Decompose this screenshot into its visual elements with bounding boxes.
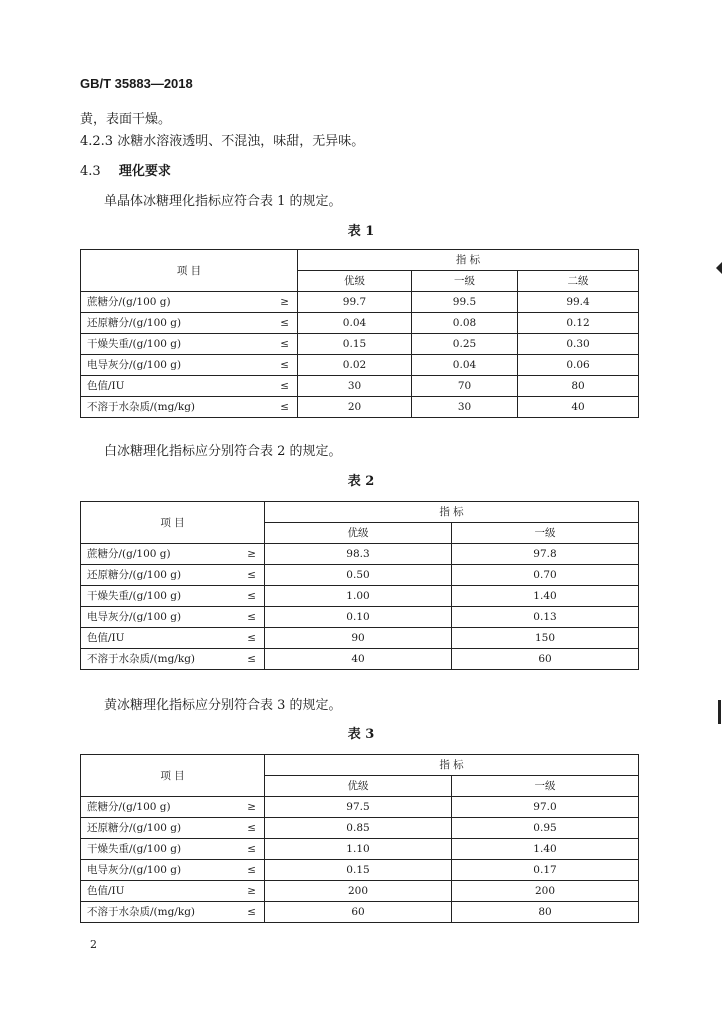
table-cell: 99.7 [298, 292, 412, 313]
table-cell: 99.5 [412, 292, 518, 313]
comparison-symbol: ≤ [280, 359, 289, 371]
table2-caption: 表 2 [347, 474, 375, 489]
table3-grade: 一级 [452, 776, 639, 797]
table-cell: 0.13 [452, 607, 639, 628]
comparison-symbol: ≥ [280, 296, 289, 308]
table1-caption: 表 1 [347, 224, 375, 239]
table-cell-item: 电导灰分/(g/100 g) ≤ [81, 860, 265, 881]
table-cell-item: 还原糖分/(g/100 g) ≤ [81, 565, 265, 586]
table3-grade: 优级 [265, 776, 452, 797]
section-title: 理化要求 [118, 164, 171, 179]
table-cell-item: 色值/IU ≥ [81, 881, 265, 902]
table-cell: 0.70 [452, 565, 639, 586]
table-row [81, 797, 639, 818]
table-cell: 80 [518, 376, 639, 397]
table-cell: 200 [265, 881, 452, 902]
table-cell: 0.25 [412, 334, 518, 355]
table1-col-item: 项 目 [81, 250, 298, 292]
table-cell-item: 还原糖分/(g/100 g) ≤ [81, 818, 265, 839]
table-cell-item: 电导灰分/(g/100 g) ≤ [81, 607, 265, 628]
scan-mark-icon [716, 262, 722, 274]
table2-grade: 一级 [452, 523, 639, 544]
table-cell: 20 [298, 397, 412, 418]
table-row [81, 607, 639, 628]
table-cell: 0.50 [265, 565, 452, 586]
section-heading [80, 160, 171, 179]
table-cell: 0.30 [518, 334, 639, 355]
page-number: 2 [90, 938, 97, 951]
table-cell: 0.06 [518, 355, 639, 376]
table-row [81, 376, 639, 397]
table-cell: 0.04 [298, 313, 412, 334]
table-cell-item: 色值/IU ≤ [81, 376, 298, 397]
intro-table3: 黄冰糖理化指标应分别符合表 3 的规定。 [104, 698, 342, 713]
table-cell: 150 [452, 628, 639, 649]
table-row [81, 628, 639, 649]
table3-col-index: 指 标 [265, 755, 639, 776]
paragraph-line1: 黄，表面干燥。 [80, 112, 172, 127]
table2-col-index: 指 标 [265, 502, 639, 523]
table-row [81, 860, 639, 881]
table-cell: 90 [265, 628, 452, 649]
table-row [81, 586, 639, 607]
table-cell-item: 电导灰分/(g/100 g) ≤ [81, 355, 298, 376]
table-row [81, 544, 639, 565]
comparison-symbol: ≥ [247, 548, 256, 560]
section-number: 4.3 [80, 164, 101, 179]
table1-col-index: 指 标 [298, 250, 639, 271]
comparison-symbol: ≤ [247, 569, 256, 581]
table2-grade: 优级 [265, 523, 452, 544]
table-cell: 60 [265, 902, 452, 923]
table1 [80, 249, 639, 418]
table-cell-item: 干燥失重/(g/100 g) ≤ [81, 839, 265, 860]
table-cell: 0.02 [298, 355, 412, 376]
table-cell-item: 不溶于水杂质/(mg/kg) ≤ [81, 397, 298, 418]
table-cell: 0.08 [412, 313, 518, 334]
table-cell: 80 [452, 902, 639, 923]
table-row [81, 355, 639, 376]
table-cell: 0.95 [452, 818, 639, 839]
table-cell: 30 [298, 376, 412, 397]
table-cell-item: 干燥失重/(g/100 g) ≤ [81, 586, 265, 607]
comparison-symbol: ≤ [247, 843, 256, 855]
table-cell: 97.0 [452, 797, 639, 818]
paragraph-4-2-3: 4.2.3 冰糖水溶液透明、不混浊，味甜，无异味。 [80, 134, 365, 149]
table-cell: 40 [518, 397, 639, 418]
table1-grade: 优级 [298, 271, 412, 292]
comparison-symbol: ≤ [280, 317, 289, 329]
comparison-symbol: ≤ [247, 590, 256, 602]
page-header: GB/T 35883—2018 [80, 76, 193, 91]
intro-table1: 单晶体冰糖理化指标应符合表 1 的规定。 [104, 194, 342, 209]
table-row [81, 839, 639, 860]
table-cell-item: 蔗糖分/(g/100 g) ≥ [81, 544, 265, 565]
comparison-symbol: ≤ [280, 380, 289, 392]
comparison-symbol: ≥ [247, 801, 256, 813]
table3-caption: 表 3 [347, 727, 375, 742]
table-row [81, 292, 639, 313]
intro-table2: 白冰糖理化指标应分别符合表 2 的规定。 [104, 444, 342, 459]
scan-edge-mark-icon [718, 700, 721, 724]
table-cell-item: 还原糖分/(g/100 g) ≤ [81, 313, 298, 334]
comparison-symbol: ≤ [280, 401, 289, 413]
comparison-symbol: ≤ [247, 632, 256, 644]
table-cell: 0.85 [265, 818, 452, 839]
table-row [81, 565, 639, 586]
table-cell-item: 不溶于水杂质/(mg/kg) ≤ [81, 649, 265, 670]
table-cell: 1.40 [452, 839, 639, 860]
table-cell: 0.15 [298, 334, 412, 355]
table-cell-item: 不溶于水杂质/(mg/kg) ≤ [81, 902, 265, 923]
comparison-symbol: ≤ [247, 864, 256, 876]
table2-col-item: 项 目 [81, 502, 265, 544]
table-cell: 1.00 [265, 586, 452, 607]
table-row [81, 313, 639, 334]
table-row [81, 649, 639, 670]
table-row [81, 334, 639, 355]
table-row [81, 902, 639, 923]
table-cell: 97.8 [452, 544, 639, 565]
comparison-symbol: ≤ [247, 611, 256, 623]
table1-grade: 二级 [518, 271, 639, 292]
table1-grade: 一级 [412, 271, 518, 292]
table-cell: 1.10 [265, 839, 452, 860]
table3 [80, 754, 639, 923]
table-cell: 70 [412, 376, 518, 397]
table-cell: 60 [452, 649, 639, 670]
table-cell: 200 [452, 881, 639, 902]
table-cell-item: 色值/IU ≤ [81, 628, 265, 649]
table-cell: 99.4 [518, 292, 639, 313]
table-cell: 30 [412, 397, 518, 418]
comparison-symbol: ≤ [247, 906, 256, 918]
table-cell: 97.5 [265, 797, 452, 818]
comparison-symbol: ≤ [247, 822, 256, 834]
table-cell: 0.04 [412, 355, 518, 376]
table-cell: 0.17 [452, 860, 639, 881]
comparison-symbol: ≥ [247, 885, 256, 897]
table-cell-item: 干燥失重/(g/100 g) ≤ [81, 334, 298, 355]
table-row [81, 818, 639, 839]
table-cell: 0.12 [518, 313, 639, 334]
table2 [80, 501, 639, 670]
table-row [81, 881, 639, 902]
table-row [81, 397, 639, 418]
table-cell-item: 蔗糖分/(g/100 g) ≥ [81, 797, 265, 818]
comparison-symbol: ≤ [280, 338, 289, 350]
table-cell: 0.10 [265, 607, 452, 628]
table-cell: 1.40 [452, 586, 639, 607]
table-cell: 0.15 [265, 860, 452, 881]
table-cell: 98.3 [265, 544, 452, 565]
comparison-symbol: ≤ [247, 653, 256, 665]
table3-col-item: 项 目 [81, 755, 265, 797]
table-cell-item: 蔗糖分/(g/100 g) ≥ [81, 292, 298, 313]
table-cell: 40 [265, 649, 452, 670]
